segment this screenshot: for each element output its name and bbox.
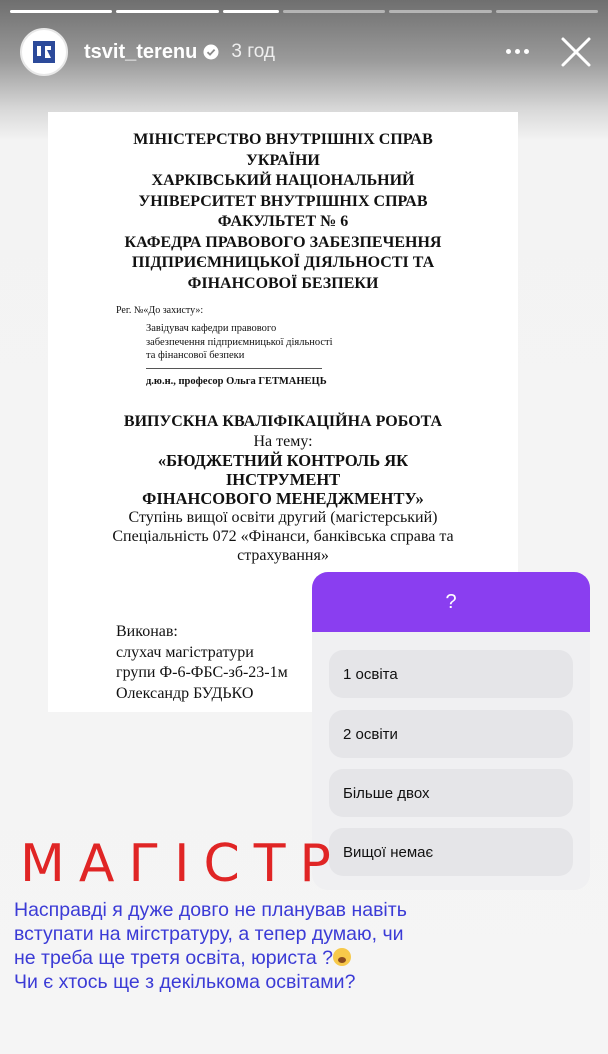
username[interactable]: tsvit_terenu (84, 40, 198, 63)
more-icon[interactable] (504, 38, 530, 64)
signature-line (146, 368, 322, 369)
progress-segment (223, 10, 279, 13)
progress-segment (496, 10, 598, 13)
registration-number: Рег. №«До захисту»: (116, 305, 204, 316)
approval-block: Завідувач кафедри правового забезпечення підприємницької діяльності та фінансової безпеки (146, 323, 333, 361)
story-caption: Насправді я дуже довго не планував навіть вступати на мігстратуру, а тепер думаю, чи не треба ще третя освіта, юриста ? Чи є хтось ще з декількома освітами? (14, 899, 407, 993)
quiz-sticker (312, 572, 590, 890)
story-progress (10, 10, 598, 13)
quiz-option[interactable]: Більше двох (329, 769, 573, 817)
progress-segment (283, 10, 385, 13)
post-time: 3 год (231, 41, 275, 62)
document-header: МІНІСТЕРСТВО ВНУТРІШНІХ СПРАВ УКРАЇНИ ХАРКІВСЬКИЙ НАЦІОНАЛЬНИЙ УНІВЕРСИТЕТ ВНУТРІШНІХ СПРАВ ФАКУЛЬТЕТ № 6 КАФЕДРА ПРАВОВОГО ЗАБЕЗПЕЧЕННЯ ПІДПРИЄМНИЦЬКОЇ ДІЯЛЬНОСТІ ТА ФІНАНСОВОЇ БЕЗПЕКИ (124, 131, 442, 292)
performer-block: Виконав: слухач магістратури групи Ф-6-ФБС-зб-23-1м Олександр БУДЬКО (116, 623, 288, 702)
story-title: МАГІСТР (20, 834, 345, 894)
verified-badge-icon (203, 44, 219, 60)
quiz-option[interactable]: 1 освіта (329, 650, 573, 698)
flushed-face-icon (333, 948, 351, 966)
quiz-question: ? (312, 572, 590, 632)
work-title-block: ВИПУСКНА КВАЛІФІКАЦІЙНА РОБОТА На тему: «БЮДЖЕТНИЙ КОНТРОЛЬ ЯК ІНСТРУМЕНТ ФІНАНСОВОГО МЕНЕДЖМЕНТУ» Ступінь вищої освіти другий (магістерський) Спеціальність 072 «Фінанси, банківська справа та страхування» (112, 413, 454, 564)
close-icon[interactable] (558, 34, 594, 70)
story-header (20, 26, 594, 78)
progress-segment (389, 10, 491, 13)
university-logo-icon (30, 38, 58, 66)
avatar[interactable] (20, 28, 68, 76)
quiz-option[interactable]: 2 освіти (329, 710, 573, 758)
progress-segment (10, 10, 112, 13)
quiz-option[interactable]: Вищої немає (329, 828, 573, 876)
progress-segment (116, 10, 218, 13)
professor-name: д.ю.н., професор Ольга ГЕТМАНЕЦЬ (146, 376, 327, 387)
